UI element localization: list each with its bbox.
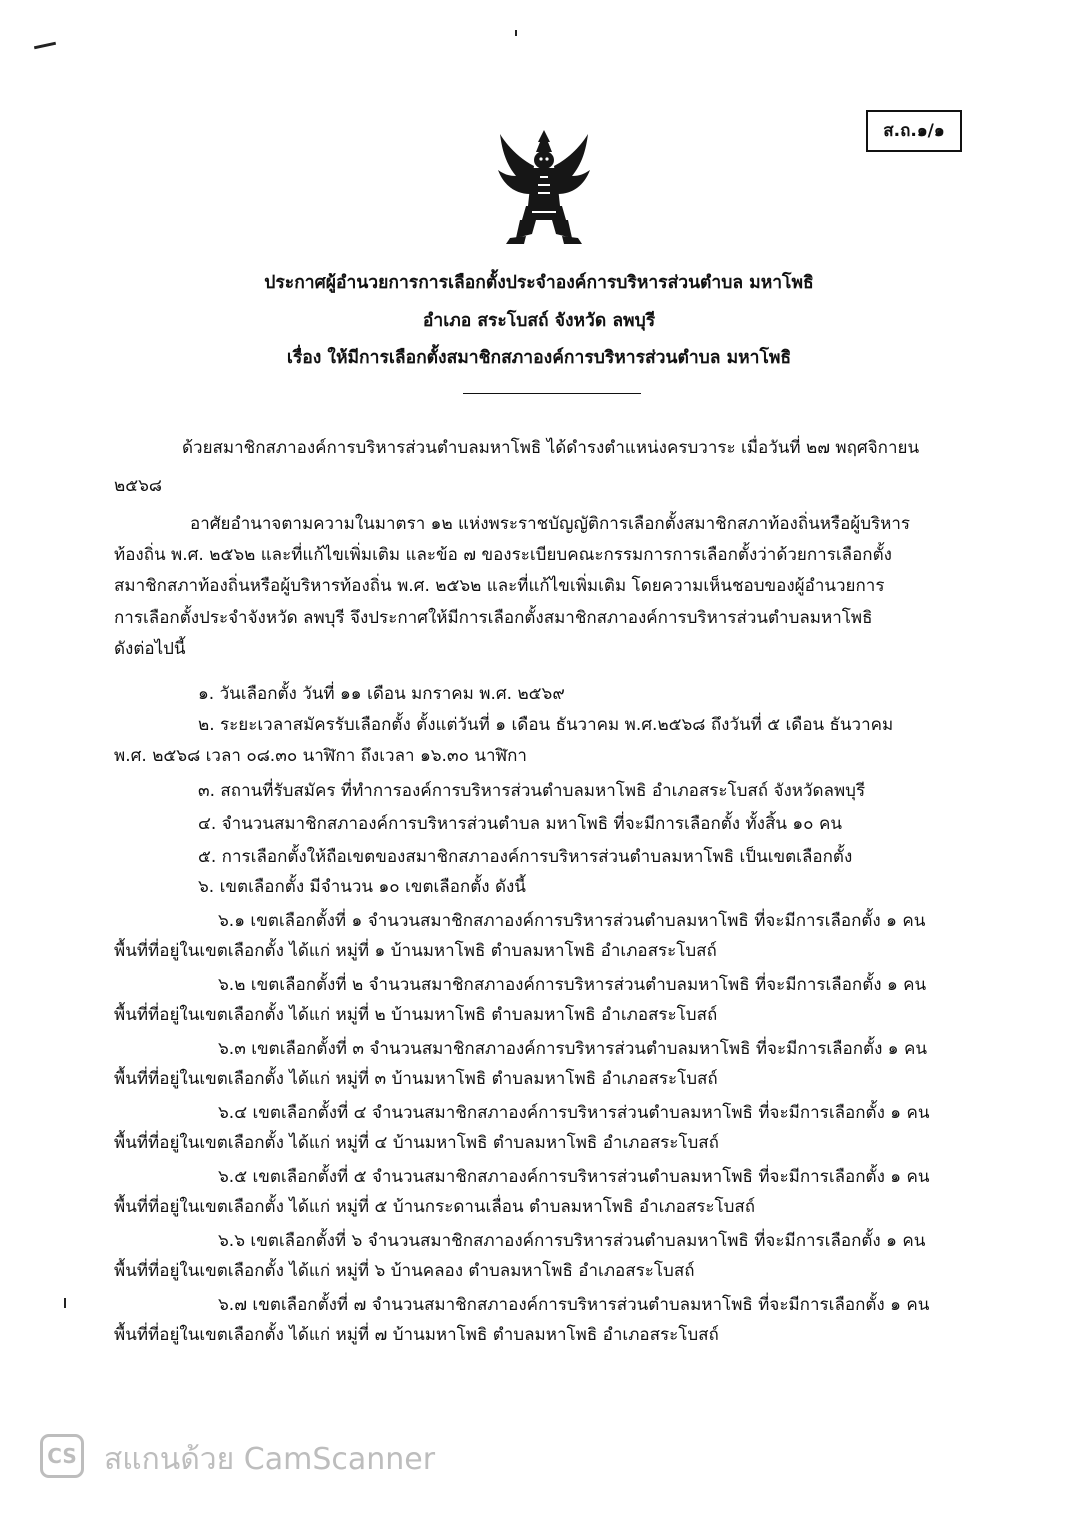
district-5-line-1: ๖.๕ เขตเลือกตั้งที่ ๕ จำนวนสมาชิกสภาองค์การบริหารส่วนตำบลมหาโพธิ ที่จะมีการเลือกตั้ง ๑ คน — [218, 1167, 930, 1187]
authority-line-5: ดังต่อไปนี้ — [114, 639, 186, 659]
item-2-line-2: พ.ศ. ๒๕๖๘ เวลา ๐๘.๓๐ นาฬิกา ถึงเวลา ๑๖.๓๐ นาฬิกา — [114, 746, 527, 766]
district-4-line-2: พื้นที่ที่อยู่ในเขตเลือกตั้ง ได้แก่ หมู่ที่ ๔ บ้านมหาโพธิ ตำบลมหาโพธิ อำเภอสระโบสถ์ — [114, 1133, 719, 1153]
item-4: ๔. จำนวนสมาชิกสภาองค์การบริหารส่วนตำบล มหาโพธิ ที่จะมีการเลือกตั้ง ทั้งสิ้น ๑๐ คน — [198, 814, 842, 834]
item-2-line-1: ๒. ระยะเวลาสมัครรับเลือกตั้ง ตั้งแต่วันที่ ๑ เดือน ธันวาคม พ.ศ.๒๕๖๘ ถึงวันที่ ๕ เดือน ธันวาคม — [198, 715, 894, 735]
district-2-line-1: ๖.๒ เขตเลือกตั้งที่ ๒ จำนวนสมาชิกสภาองค์การบริหารส่วนตำบลมหาโพธิ ที่จะมีการเลือกตั้ง ๑ คน — [218, 975, 927, 995]
item-1: ๑. วันเลือกตั้ง วันที่ ๑๑ เดือน มกราคม พ.ศ. ๒๕๖๙ — [198, 684, 565, 704]
title-line-2: อำเภอ สระโบสถ์ จังหวัด ลพบุรี — [422, 311, 656, 331]
authority-line-2: ท้องถิ่น พ.ศ. ๒๕๖๒ และที่แก้ไขเพิ่มเติม และข้อ ๗ ของระเบียบคณะกรรมการการเลือกตั้งว่าด้วยการเลือกตั้ง — [114, 545, 892, 565]
district-4-line-1: ๖.๔ เขตเลือกตั้งที่ ๔ จำนวนสมาชิกสภาองค์การบริหารส่วนตำบลมหาโพธิ ที่จะมีการเลือกตั้ง ๑ คน — [218, 1103, 930, 1123]
scan-speck — [34, 42, 56, 50]
authority-line-4: การเลือกตั้งประจำจังหวัด ลพบุรี จึงประกาศให้มีการเลือกตั้งสมาชิกสภาองค์การบริหารส่วนตำบลมหาโพธิ — [114, 608, 873, 628]
title-divider — [463, 393, 641, 394]
scan-speck — [64, 1298, 66, 1308]
authority-line-1: อาศัยอำนาจตามความในมาตรา ๑๒ แห่งพระราชบัญญัติการเลือกตั้งสมาชิกสภาท้องถิ่นหรือผู้บริหาร — [190, 514, 911, 534]
district-7-line-1: ๖.๗ เขตเลือกตั้งที่ ๗ จำนวนสมาชิกสภาองค์การบริหารส่วนตำบลมหาโพธิ ที่จะมีการเลือกตั้ง ๑ คน — [218, 1295, 930, 1315]
intro-line-1: ด้วยสมาชิกสภาองค์การบริหารส่วนตำบลมหาโพธิ ได้ดำรงตำแหน่งครบวาระ เมื่อวันที่ ๒๗ พฤศจิกายน — [182, 438, 920, 458]
intro-line-2: ๒๕๖๘ — [114, 476, 162, 496]
district-1-line-2: พื้นที่ที่อยู่ในเขตเลือกตั้ง ได้แก่ หมู่ที่ ๑ บ้านมหาโพธิ ตำบลมหาโพธิ อำเภอสระโบสถ์ — [114, 941, 717, 961]
item-6: ๖. เขตเลือกตั้ง มีจำนวน ๑๐ เขตเลือกตั้ง ดังนี้ — [198, 877, 526, 897]
title-line-1: ประกาศผู้อำนวยการการเลือกตั้งประจำองค์การบริหารส่วนตำบล มหาโพธิ — [264, 273, 814, 293]
district-3-line-1: ๖.๓ เขตเลือกตั้งที่ ๓ จำนวนสมาชิกสภาองค์การบริหารส่วนตำบลมหาโพธิ ที่จะมีการเลือกตั้ง ๑ คน — [218, 1039, 927, 1059]
item-3: ๓. สถานที่รับสมัคร ที่ทำการองค์การบริหารส่วนตำบลมหาโพธิ อำเภอสระโบสถ์ จังหวัดลพบุรี — [198, 781, 866, 801]
form-code-box: ส.ถ.๑/๑ — [866, 110, 962, 152]
authority-line-3: สมาชิกสภาท้องถิ่นหรือผู้บริหารท้องถิ่น พ.ศ. ๒๕๖๒ และที่แก้ไขเพิ่มเติม โดยความเห็นชอบของผู้อำนวยการ — [114, 576, 885, 596]
item-5: ๕. การเลือกตั้งให้ถือเขตของสมาชิกสภาองค์การบริหารส่วนตำบลมหาโพธิ เป็นเขตเลือกตั้ง — [198, 847, 853, 867]
district-6-line-2: พื้นที่ที่อยู่ในเขตเลือกตั้ง ได้แก่ หมู่ที่ ๖ บ้านคลอง ตำบลมหาโพธิ อำเภอสระโบสถ์ — [114, 1261, 695, 1281]
scan-speck — [515, 30, 517, 36]
district-6-line-1: ๖.๖ เขตเลือกตั้งที่ ๖ จำนวนสมาชิกสภาองค์การบริหารส่วนตำบลมหาโพธิ ที่จะมีการเลือกตั้ง ๑ คน — [218, 1231, 926, 1251]
title-line-3: เรื่อง ให้มีการเลือกตั้งสมาชิกสภาองค์การบริหารส่วนตำบล มหาโพธิ — [286, 348, 792, 368]
camscanner-text: สแกนด้วย CamScanner — [104, 1442, 436, 1477]
district-3-line-2: พื้นที่ที่อยู่ในเขตเลือกตั้ง ได้แก่ หมู่ที่ ๓ บ้านมหาโพธิ ตำบลมหาโพธิ อำเภอสระโบสถ์ — [114, 1069, 718, 1089]
district-5-line-2: พื้นที่ที่อยู่ในเขตเลือกตั้ง ได้แก่ หมู่ที่ ๕ บ้านกระดานเลื่อน ตำบลมหาโพธิ อำเภอสระโบสถ์ — [114, 1197, 756, 1217]
camscanner-logo-icon: CS — [40, 1434, 84, 1478]
district-2-line-2: พื้นที่ที่อยู่ในเขตเลือกตั้ง ได้แก่ หมู่ที่ ๒ บ้านมหาโพธิ ตำบลมหาโพธิ อำเภอสระโบสถ์ — [114, 1005, 718, 1025]
district-7-line-2: พื้นที่ที่อยู่ในเขตเลือกตั้ง ได้แก่ หมู่ที่ ๗ บ้านมหาโพธิ ตำบลมหาโพธิ อำเภอสระโบสถ์ — [114, 1325, 719, 1345]
garuda-emblem-icon — [496, 128, 592, 246]
district-1-line-1: ๖.๑ เขตเลือกตั้งที่ ๑ จำนวนสมาชิกสภาองค์การบริหารส่วนตำบลมหาโพธิ ที่จะมีการเลือกตั้ง ๑ คน — [218, 911, 926, 931]
